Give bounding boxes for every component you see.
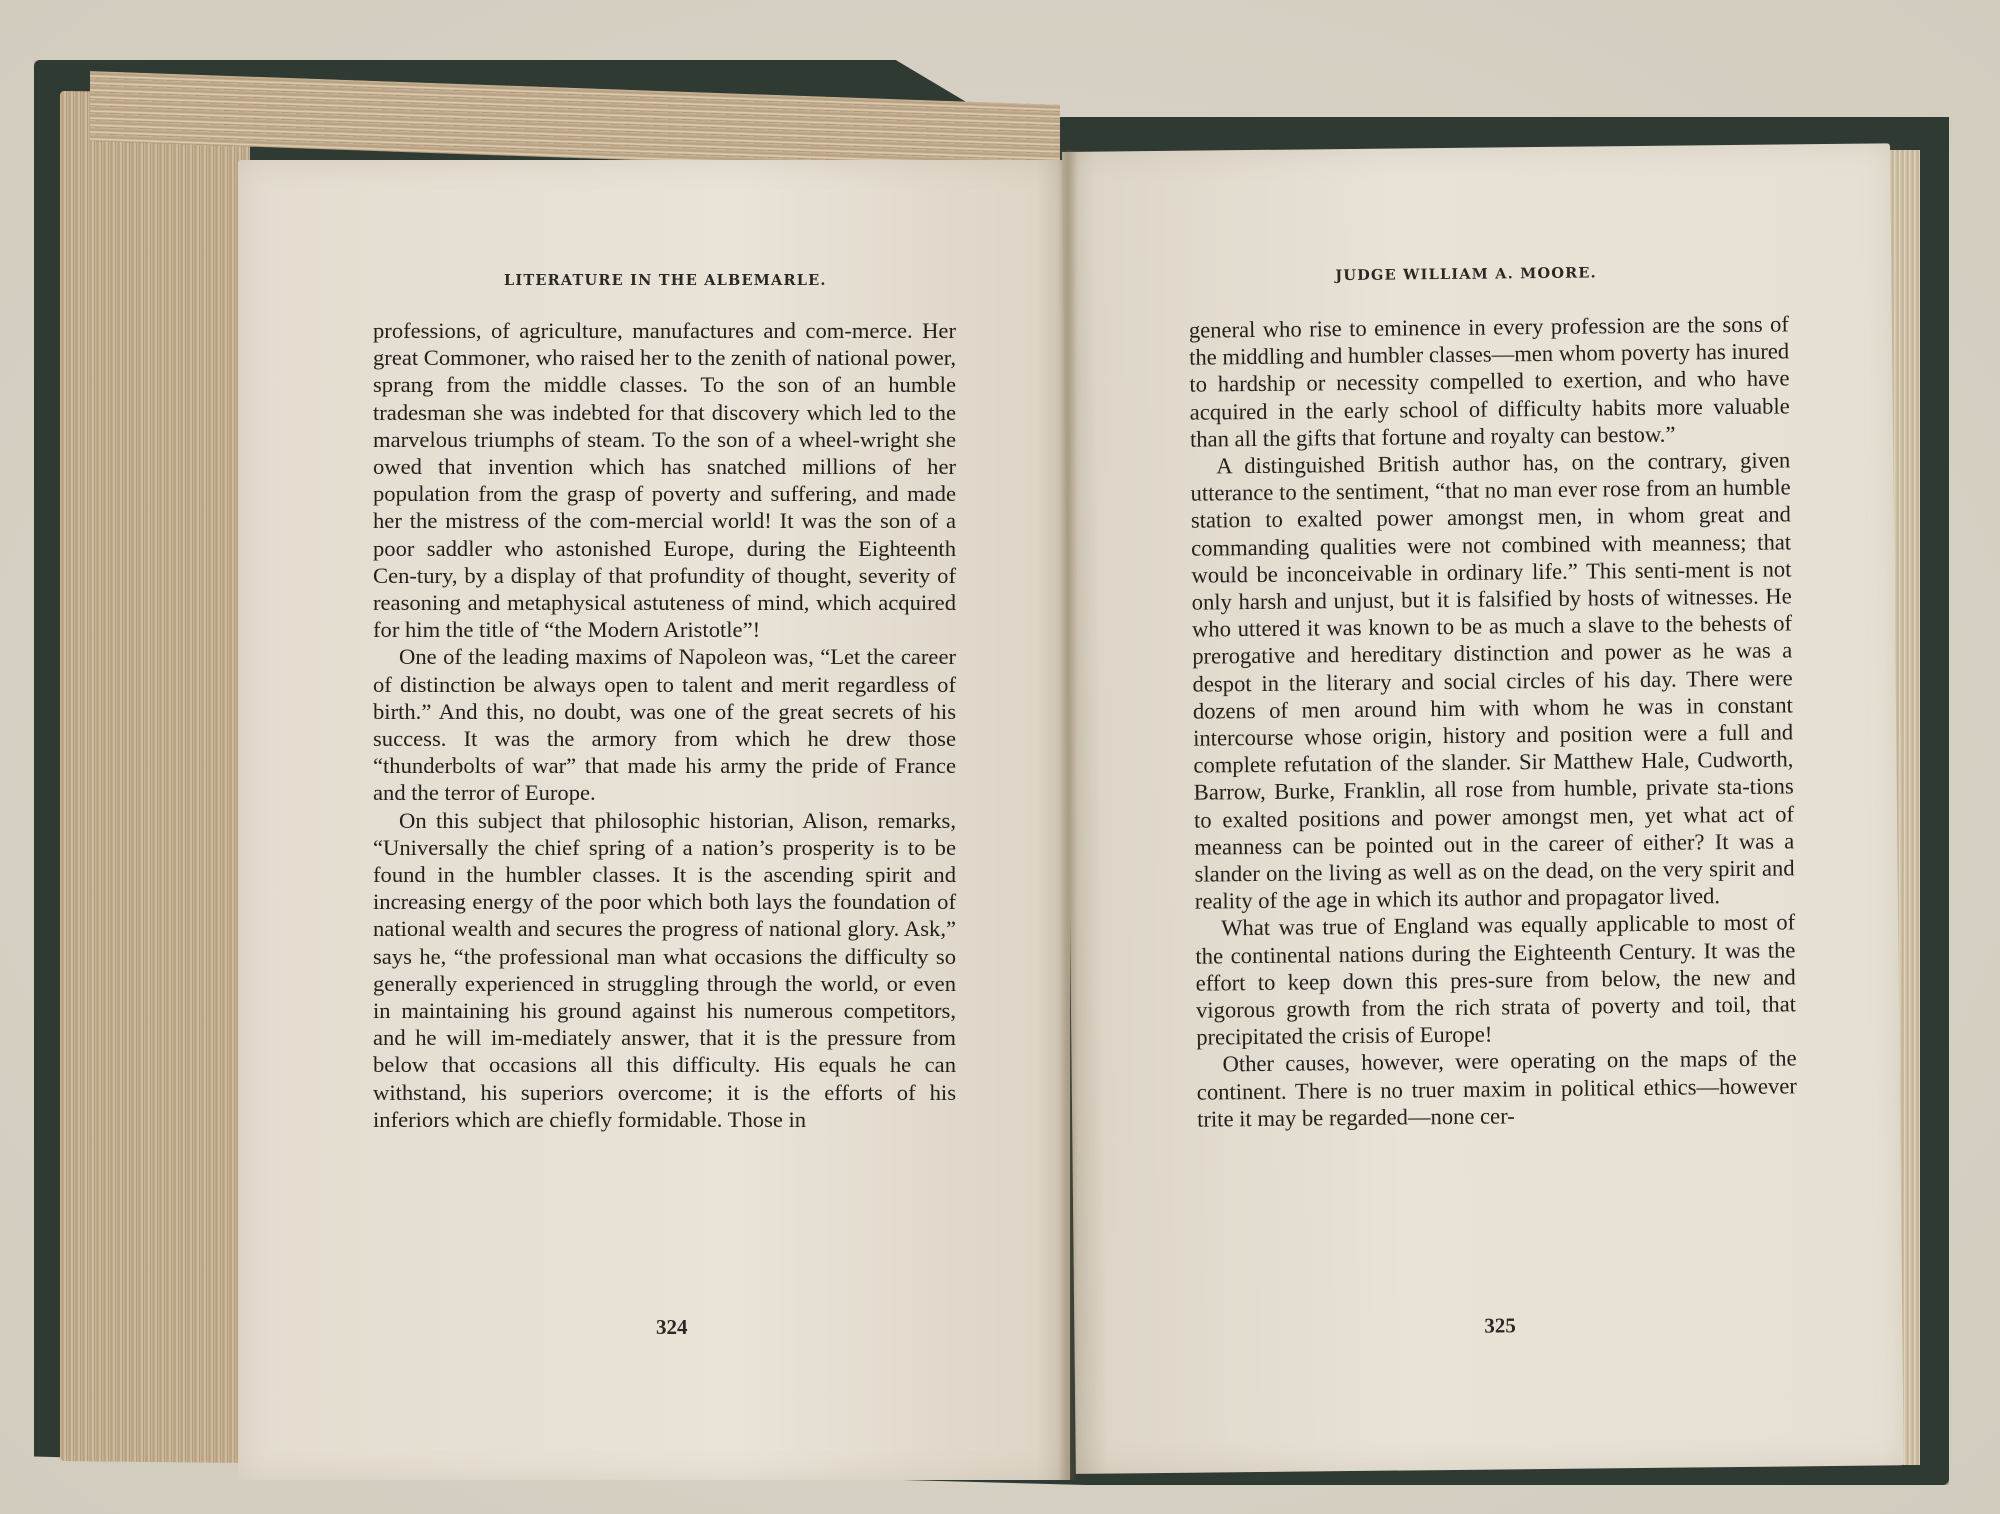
left-paragraph: professions, of agriculture, manufactures and com-merce. Her great Commoner, who raised her to the zenith of national power, sprang from the middle classes. To the son of an humble tradesman she was indebted for that discovery which led to the marvelous triumphs of steam. To the son of a wheel-wright she owed that invention which has snatched millions of her population from the grasp of poverty and suffering, and made her the mistress of the com-mercial world! It was the son of a poor saddler who astonished Europe, during the Eighteenth Cen-tury, by a display of that profundity of thought, severity of reasoning and metaphysical astuteness of mind, which acquired for him the title of “the Modern Aristotle”!: [373, 318, 956, 643]
right-running-head: JUDGE WILLIAM A. MOORE.: [1335, 264, 1597, 285]
right-paragraph: What was true of England was equally applicable to most of the continental nations during the Eighteenth Century. It was the effort to keep down this pres-sure from below, the new and vigorous growth from the rich strata of poverty and toil, that precipitated the crisis of Europe!: [1195, 909, 1797, 1050]
right-page-number: 325: [1484, 1313, 1516, 1338]
left-body-text: [373, 317, 956, 1133]
right-body-text: [1189, 310, 1798, 1132]
left-page-number: 324: [656, 1315, 688, 1339]
left-running-head: LITERATURE IN THE ALBEMARLE.: [504, 272, 827, 289]
page-edges-left: [60, 91, 250, 1463]
left-paragraph: One of the leading maxims of Napoleon was, “Let the career of distinction be always open to talent and merit regardless of birth.” And this, no doubt, was one of the great secrets of his success. It was the armory from which he drew those “thunderbolts of war” that made his army the pride of France and the terror of Europe.: [373, 644, 956, 806]
right-paragraph: general who rise to eminence in every profession are the sons of the middling and humbler classes—men whom poverty has inured to hardship or necessity compelled to exertion, and who have acquired in the early school of difficulty habits more valuable than all the gifts that fortune and royalty can bestow.”: [1188, 311, 1790, 452]
right-page: [1062, 143, 1904, 1474]
left-paragraph: On this subject that philosophic historian, Alison, remarks, “Universally the chief spring of a nation’s prosperity is to be found in the humbler classes. It is the ascending spirit and increasing energy of the poor which both lays the foundation of national wealth and secures the progress of national glory. Ask,” says he, “the professional man what occasions the difficulty so generally experienced in struggling through the world, or even in maintaining his ground against his numerous competitors, and he will im-mediately answer, that it is the pressure from below that occasions all this difficulty. His equals he can withstand, his superiors overcome; it is the efforts of his inferiors which are chiefly formidable. Those in: [373, 807, 956, 1132]
right-paragraph: Other causes, however, were operating on the maps of the continent. There is no truer maxim in political ethics—however trite it may be regarded—none cer-: [1196, 1045, 1797, 1132]
gutter-shadow: [1058, 150, 1078, 1480]
left-page: [238, 160, 1070, 1480]
right-paragraph: A distinguished British author has, on the contrary, given utterance to the sentiment, “that no man ever rose from an humble station to exalted power amongst men, in whom great and commanding qualities were not combined with meanness; that would be inconceivable in ordinary life.” This senti-ment is not only harsh and unjust, but it is falsified by hosts of witnesses. He who uttered it was known to be as much a slave to the behests of prerogative and hereditary distinction and power as he was a despot in the literary and social circles of his day. There were dozens of men around him with whom he was in constant intercourse whose origin, history and position were a full and complete refutation of the slander. Sir Matthew Hale, Cudworth, Barrow, Burke, Franklin, all rose from humble, private sta-tions to exalted positions and power amongst men, yet what act of meanness can be pointed out in the career of either? It was a slander on the living as well as on the dead, on the very spirit and reality of the age in which its author and propagator lived.: [1190, 447, 1795, 914]
